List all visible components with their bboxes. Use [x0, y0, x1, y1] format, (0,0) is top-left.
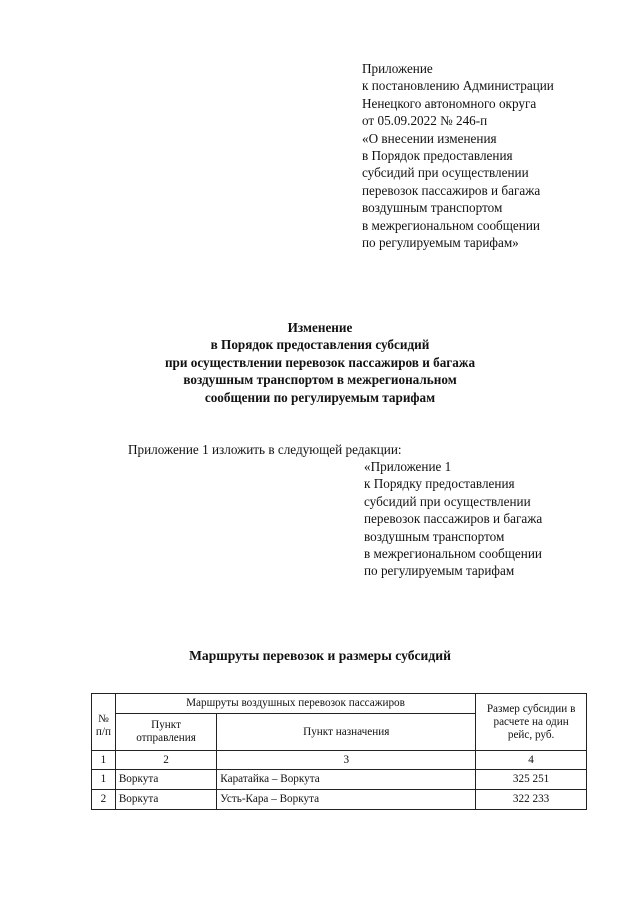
row-number: 2 [92, 790, 116, 810]
table-row [92, 790, 587, 810]
header-line: Приложение [362, 61, 433, 76]
instruction-text: Приложение 1 изложить в следующей редакции: [128, 442, 402, 457]
appendix-line: по регулируемым тарифам [364, 563, 515, 579]
header-line: в межрегиональном сообщении [362, 217, 540, 233]
table-header-row [92, 694, 587, 714]
appendix-line: перевозок пассажиров и багажа [364, 511, 543, 527]
column-header-number: № п/п [92, 694, 116, 751]
appendix-header-block [362, 60, 632, 251]
row-departure: Воркута [115, 770, 216, 790]
column-header-departure: Пункт отправления [115, 714, 216, 751]
header-line: в Порядок предоставления [362, 148, 513, 164]
title-line: в Порядок предоставления субсидий [210, 337, 430, 353]
row-number: 1 [92, 770, 116, 790]
title-line: при осуществлении перевозок пассажиров и багажа [164, 354, 476, 370]
column-header-routes: Маршруты воздушных перевозок пассажиров [115, 694, 475, 714]
routes-table [91, 693, 587, 810]
index-cell: 4 [476, 751, 587, 770]
column-header-subsidy: Размер субсидии в расчете на один рейс, руб. [476, 694, 587, 751]
appendix-1-header-block [364, 458, 624, 580]
table-index-row [92, 751, 587, 770]
index-cell: 1 [92, 751, 116, 770]
header-line: Ненецкого автономного округа [362, 95, 537, 111]
appendix-line: «Приложение 1 [364, 459, 452, 474]
row-subsidy: 325 251 [476, 770, 587, 790]
header-line: перевозок пассажиров и багажа [362, 182, 541, 198]
column-header-destination: Пункт назначения [217, 714, 476, 751]
index-cell: 3 [217, 751, 476, 770]
header-line: «О внесении изменения [362, 130, 497, 146]
title-line: Изменение [287, 320, 353, 335]
appendix-line: в межрегиональном сообщении [364, 546, 542, 562]
row-destination: Усть-Кара – Воркута [217, 790, 476, 810]
table-row [92, 770, 587, 790]
header-line: от 05.09.2022 № 246-п [362, 113, 488, 129]
table-title: Маршруты перевозок и размеры субсидий [189, 648, 451, 663]
title-line: сообщении по регулируемым тарифам [204, 389, 436, 405]
row-subsidy: 322 233 [476, 790, 587, 810]
title-line: воздушным транспортом в межрегиональном [183, 372, 457, 388]
appendix-line: субсидий при осуществлении [364, 493, 531, 509]
appendix-line: воздушным транспортом [364, 528, 505, 544]
header-line: по регулируемым тарифам» [362, 235, 519, 251]
appendix-line: к Порядку предоставления [364, 476, 515, 492]
document-title [60, 319, 580, 406]
header-line: воздушным транспортом [362, 200, 503, 216]
header-line: субсидий при осуществлении [362, 165, 529, 181]
index-cell: 2 [115, 751, 216, 770]
row-departure: Воркута [115, 790, 216, 810]
header-line: к постановлению Администрации [362, 78, 554, 94]
row-destination: Каратайка – Воркута [217, 770, 476, 790]
